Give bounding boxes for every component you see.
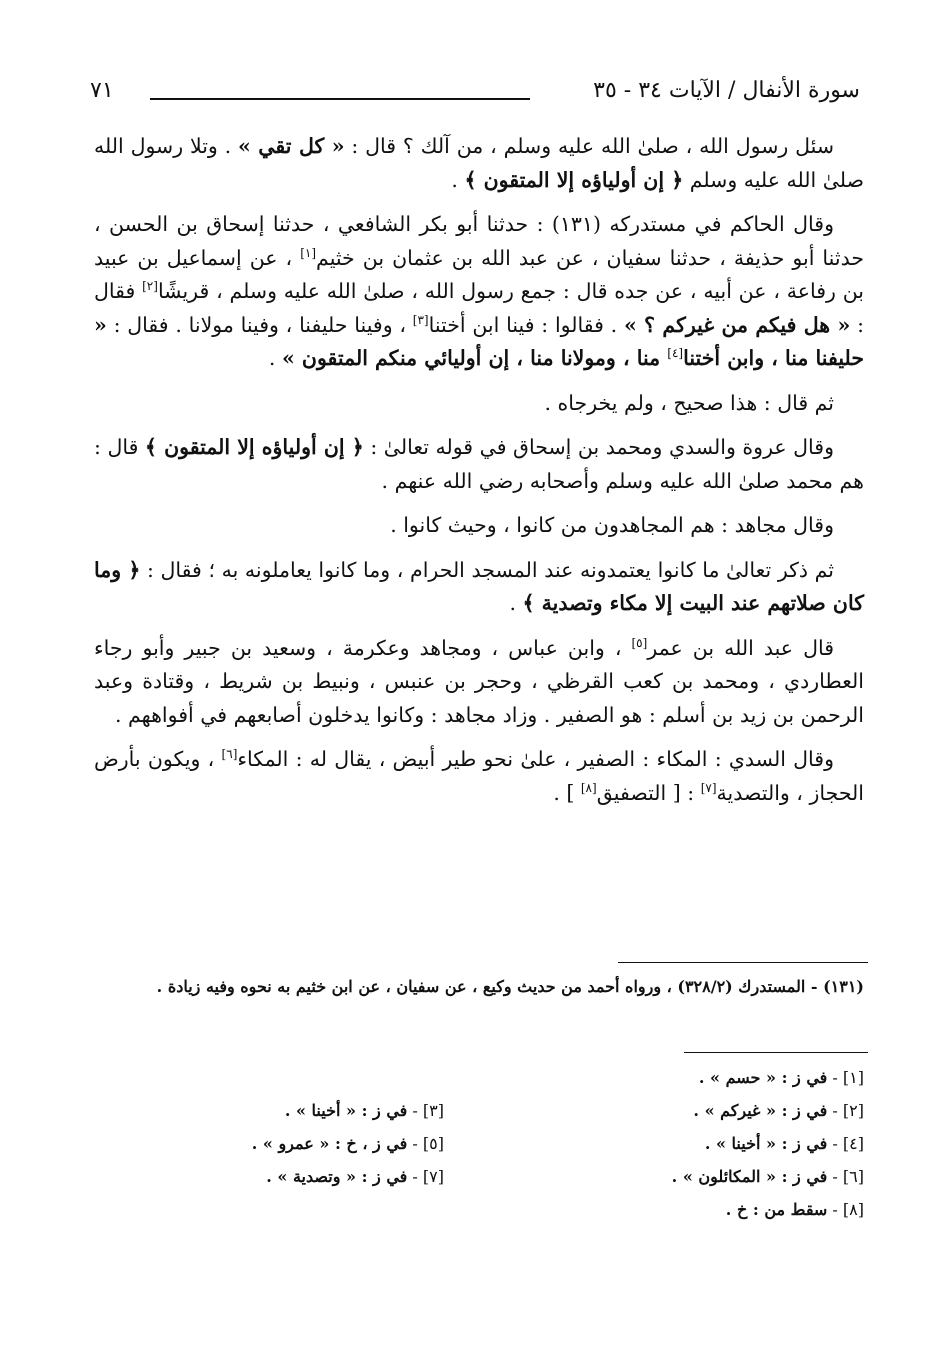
paragraph [94,431,864,498]
text-run: : [ التصفيق [596,780,701,805]
surah-title: سورة الأنفال / الآيات ٣٤ - ٣٥ [593,78,860,103]
text-run: ، ويكون بأرض الحجاز ، والتصدية [94,747,864,805]
text-run: ، وابن عباس ، ومجاهد وعكرمة ، وسعيد بن جبير وأبو رجاء العطاردي ، ومحمد بن كعب القرظي ، وحجر بن عنبس ، ونبيط بن شريط ، وقتادة وعبد الرحمن بن زيد بن أسلم : هو الصفير . وزاد مجاهد : وكانوا يدخلون أصابعهم في أفواههم . [94,635,864,727]
quoted-text: « كل تقي » [238,134,345,158]
text-run: ، عن إسماعيل بن عبيد بن رفاعة ، عن أبيه ، عن جده قال : جمع رسول الله ، صلىٰ الله عليه وسلم ، قريشًا [94,245,865,303]
quoted-text: منا ، ومولانا منا ، إن أوليائي منكم المتقون » [281,346,668,370]
variant-note: [٧] - في ز : « وتصدية » . [266,1167,444,1186]
text-run: وقال عروة والسدي ومحمد بن إسحاق في قوله تعالىٰ : [363,435,834,459]
paragraph [94,509,864,543]
footnote-ref: [١] [300,245,317,260]
paragraph [94,387,864,421]
quoted-text: ﴿ إن أولياؤه إلا المتقون ﴾ [144,435,364,459]
running-header [90,78,860,112]
quoted-text: ﴿ إن أولياؤه إلا المتقون ﴾ [464,167,684,192]
text-run: ثم ذكر تعالىٰ ما كانوا يعتمدونه عند المسجد الحرام ، وما كانوا يعاملونه به ؛ فقال : [140,557,835,582]
variant-note: [٢] - في ز : « غيركم » . [693,1101,864,1120]
quoted-text: « هل فيكم من غيركم ؟ » [623,312,851,337]
main-text [94,130,864,821]
text-run: . وتلا رسول الله صلىٰ الله عليه وسلم [94,134,864,192]
footnote-ref: [٦] [221,747,238,762]
paragraph [94,632,864,733]
text-run: سئل رسول الله ، صلىٰ الله عليه وسلم ، من آلك ؟ قال : [344,134,835,158]
variant-note: [٨] - سقط من : خ . [725,1200,864,1219]
paragraph [94,554,864,621]
variant-note: [٣] - في ز : « أخينا » . [284,1101,444,1120]
text-run: . [451,167,465,192]
variant-notes [120,1068,864,1258]
text-run: قال : هم محمد صلىٰ الله عليه وسلم وأصحابه رضي الله عنهم . [94,435,864,493]
footnote-ref: [٥] [631,635,648,650]
paragraph [94,208,864,376]
text-run: قال عبد الله بن عمر [647,635,835,660]
variant-note: [٦] - في ز : « المكائلون » . [671,1167,864,1186]
quoted-text: ﴿ وما كان صلاتهم عند البيت إلا مكاء وتصدية ﴾ [94,557,864,615]
text-run: فقال : [94,279,864,337]
footnote-separator [618,962,868,963]
text-run: ثم قال : هذا صحيح ، ولم يخرجاه . [544,390,834,415]
quoted-text: « حليفنا منا ، وابن أختنا [94,312,864,370]
page-number: ٧١ [90,78,114,103]
variants-separator [684,1052,868,1053]
text-run: . فقالوا : فينا ابن أختنا [428,312,624,337]
footnote-ref: [٤] [667,346,684,361]
footnote-ref: [٢] [142,279,158,294]
paragraph [94,130,864,197]
paragraph [94,743,864,810]
text-run: ، وفينا حليفنا ، وفينا مولانا . فقال : [106,312,413,337]
footnote-ref: [٧] [700,780,717,795]
text-run: ] . [553,780,581,805]
text-run: وقال السدي : المكاء : الصفير ، علىٰ نحو طير أبيض ، يقال له : المكاء [237,747,834,771]
text-run: وقال الحاكم في مستدركه (١٣١) : حدثنا أبو بكر الشافعي ، حدثنا إسحاق بن الحسن ، حدثنا أبو حذيفة ، حدثنا سفيان ، عن عبد الله بن عثمان بن خثيم [94,212,864,270]
variant-note: [٤] - في ز : « أخينا » . [704,1134,864,1153]
source-footnote: (١٣١) - المستدرك (٣٢٨/٢) ، ورواه أحمد من حديث وكيع ، عن سفيان ، عن ابن خثيم به نحوه وفيه زيادة . [156,977,864,996]
footnote-ref: [٣] [412,312,429,327]
text-run: . [268,346,282,370]
text-run: وقال مجاهد : هم المجاهدون من كانوا ، وحيث كانوا . [390,513,834,537]
footnote-ref: [٨] [580,780,597,795]
text-run: . [509,591,523,615]
variant-note: [١] - في ز : « حسم » . [698,1068,864,1087]
header-rule [150,98,530,100]
variant-note: [٥] - في ز ، خ : « عمرو » . [251,1134,444,1153]
